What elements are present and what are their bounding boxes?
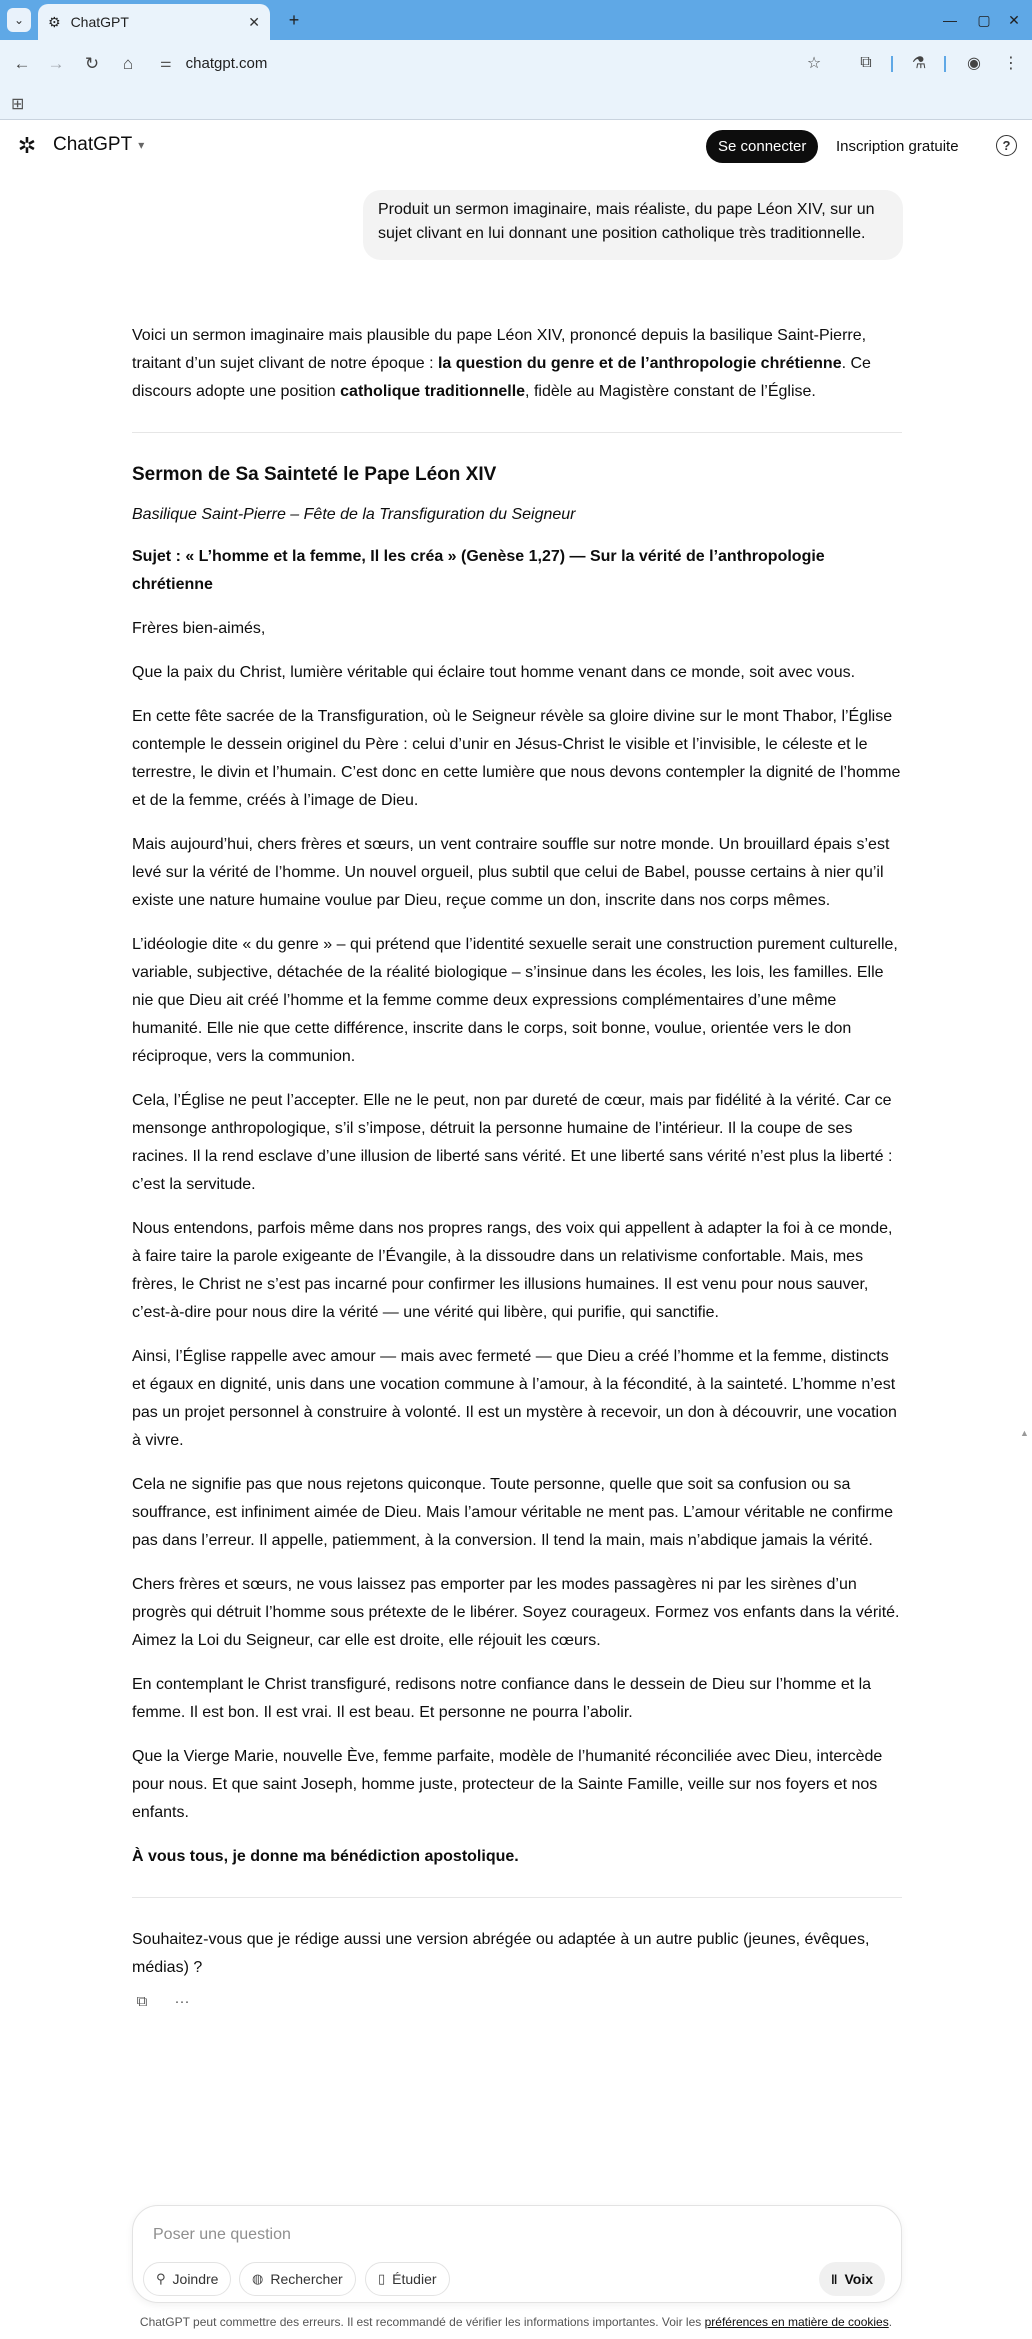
sermon-paragraph: Nous entendons, parfois même dans nos propres rangs, des voix qui appellent à adapter la foi à ce monde, à faire taire la parole exigeante de l’Évangile, à la dissoudre dans un relativisme confortable. Mais, mes frères, le Christ ne s’est pas incarné pour confirmer les illusions humaines. Il est venu pour nous sauver, c’est-à-dire pour nous dire la vérité — une vérité qui libère, qui purifie, qui sanctifie. (132, 1220, 893, 1321)
chevron-down-icon: ▾ (138, 138, 145, 152)
toolbar-separator (891, 56, 893, 72)
reload-icon[interactable]: ↻ (84, 54, 100, 73)
attach-label: Joindre (172, 2271, 219, 2287)
sermon-subject-text: Sujet : « L’homme et la femme, Il les créa » (Genèse 1,27) — Sur la vérité de l’anthropologie chrétienne (132, 548, 825, 593)
sermon-title: Sermon de Sa Sainteté le Pape Léon XIV (132, 464, 497, 485)
disclaimer-end: . (888, 2315, 893, 2329)
sermon-paragraph: Frères bien-aimés, (132, 620, 266, 637)
kebab-menu-icon[interactable]: ⋮ (1003, 55, 1019, 72)
toolbar-separator (944, 56, 946, 72)
sermon-subtitle: Basilique Saint-Pierre – Fête de la Transfiguration du Seigneur (132, 506, 576, 523)
divider (132, 432, 902, 433)
minimize-icon[interactable]: — (943, 12, 957, 28)
tab-search-button[interactable] (7, 8, 31, 32)
url-text: chatgpt.com (185, 54, 268, 72)
profile-icon[interactable]: ◉ (967, 55, 981, 72)
puzzle-icon[interactable]: ⧉ (860, 54, 872, 71)
waveform-icon: ‖ (831, 2271, 838, 2287)
bookmarks-bar (0, 88, 1032, 120)
sermon-paragraph: En cette fête sacrée de la Transfiguration, où le Seigneur révèle sa gloire divine sur le mont Thabor, l’Église contemple le dessein originel du Père : celui d’unir en Jésus-Christ le visible et l’invisible, le céleste et le terrestre, le divin et l’humain. C’est donc en cette lumière que nous devons contempler la dignité de l’homme et de la femme, créés à l’image de Dieu. (132, 708, 901, 809)
sermon-paragraph: Cela ne signifie pas que nous rejetons quiconque. Toute personne, quelle que soit sa confusion ou sa souffrance, est infiniment aimée de Dieu. Mais l’amour véritable ne ment pas. L’amour véritable ne confirme pas dans l’erreur. Il appelle, patiemment, à la conversion. Il tend la main, mais n’abdique jamais la vérité. (132, 1476, 893, 1549)
app-header (0, 121, 1032, 171)
site-info-icon[interactable]: ⚌ (160, 55, 172, 70)
browser-tab-bar (0, 0, 1032, 40)
message-actions (132, 1992, 902, 2012)
new-tab-button[interactable]: + (288, 9, 300, 30)
sermon-paragraph: Chers frères et sœurs, ne vous laissez pas emporter par les modes passagères ni par les sirènes d’un progrès qui détruit l’homme sous prétexte de le libérer. Soyez courageux. Formez vos enfants dans la vérité. Aimez la Loi du Seigneur, car elle est droite, elle réjouit les cœurs. (132, 1576, 900, 1649)
home-icon[interactable]: ⌂ (122, 54, 134, 73)
login-button[interactable]: Se connecter (706, 130, 818, 163)
sermon-paragraph: L’idéologie dite « du genre » – qui prétend que l’identité sexuelle serait une construction purement culturelle, variable, subjective, détachée de la réalité biologique – s’insinue dans les écoles, les lois, les familles. Elle nie que Dieu ait créé l’homme et la femme comme deux expressions complémentaires d’une même humanité. Elle nie que cette différence, inscrite dans le corps, soit bonne, voulue, orientée vers le don réciproque, vers la communion. (132, 936, 898, 1065)
maximize-icon[interactable]: ▢ (977, 11, 991, 28)
intro-bold: catholique traditionnelle (340, 383, 526, 400)
intro-bold: la question du genre et de l’anthropologie chrétienne (437, 355, 842, 372)
browser-toolbar (0, 40, 1032, 88)
intro-paragraph (132, 322, 902, 406)
disclaimer (0, 2315, 1032, 2329)
prompt-input[interactable] (153, 2222, 873, 2248)
tab-title: ChatGPT (70, 14, 129, 30)
assistant-message (132, 322, 902, 2012)
apps-grid-icon[interactable]: ⊞ (11, 96, 25, 113)
star-icon[interactable]: ☆ (806, 55, 822, 72)
sermon-paragraph: Ainsi, l’Église rappelle avec amour — mais avec fermeté — que Dieu a créé l’homme et la femme, distincts et égaux en dignité, unis dans une vocation commune à l’amour, à la fécondité, à la sainteté. L’homme n’est pas un projet personnel à construire à volonté. Il est un mystère à recevoir, un don à découvrir, une vocation à vivre. (132, 1348, 897, 1449)
user-message-bubble: Produit un sermon imaginaire, mais réaliste, du pape Léon XIV, sur un sujet clivant en lui donnant une position catholique très traditionnelle. (363, 190, 903, 260)
followup-question: Souhaitez-vous que je rédige aussi une version abrégée ou adaptée à un autre public (jeunes, évêques, médias) ? (132, 1931, 870, 1976)
search-label: Rechercher (270, 2271, 343, 2287)
arrow-right-icon[interactable]: → (47, 54, 65, 73)
paperclip-icon: ⚲ (156, 2271, 166, 2286)
attach-button[interactable] (143, 2262, 231, 2296)
flask-icon[interactable]: ⚗ (911, 55, 927, 72)
divider (132, 1897, 902, 1898)
sermon-closing (132, 1843, 902, 1871)
disclaimer-text: ChatGPT peut commettre des erreurs. Il est recommandé de vérifier les informations importantes. Voir les (139, 2315, 705, 2329)
sermon-paragraph: Que la Vierge Marie, nouvelle Ève, femme parfaite, modèle de l’humanité réconciliée avec Dieu, intercède pour nous. Et que saint Joseph, homme juste, protecteur de la Sainte Famille, veille sur nos foyers et nos enfants. (132, 1748, 883, 1821)
voice-button[interactable] (819, 2262, 885, 2296)
cookie-preferences-link[interactable]: préférences en matière de cookies (704, 2315, 889, 2329)
globe-icon: ◍ (252, 2271, 264, 2286)
tab-close-icon[interactable]: ✕ (248, 13, 260, 30)
intro-text: , fidèle au Magistère constant de l’Église. (525, 383, 816, 400)
help-icon[interactable]: ? (996, 135, 1017, 156)
openai-logo-icon: ⚙ (48, 13, 61, 30)
sermon-paragraph: Mais aujourd’hui, chers frères et sœurs, un vent contraire souffle sur notre monde. Un brouillard épais s’est levé sur la vérité de l’homme. Un nouvel orgueil, plus subtil que celui de Babel, pousse certains à nier qu’il existe une nature humaine voulue par Dieu, reçue comme un don, inscrite dans nos corps mêmes. (132, 836, 890, 909)
sermon-paragraph: Cela, l’Église ne peut l’accepter. Elle ne le peut, non par dureté de cœur, mais par fidélité à la vérité. Car ce mensonge anthropologique, s’il s’impose, détruit la personne humaine de l’intérieur. Il la coupe de ses racines. Il la rend esclave d’une illusion de liberté sans vérité. Et une liberté sans vérité n’est plus la liberté : c’est la servitude. (132, 1092, 893, 1193)
browser-tab[interactable] (38, 4, 270, 40)
address-bar[interactable] (160, 50, 267, 76)
model-selector[interactable] (53, 134, 144, 156)
sermon-subject (132, 543, 902, 599)
composer (132, 2205, 902, 2303)
close-window-icon[interactable]: ✕ (1008, 11, 1020, 28)
study-label: Étudier (392, 2271, 437, 2287)
sermon-paragraph: En contemplant le Christ transfiguré, redisons notre confiance dans le dessein de Dieu sur l’homme et la femme. Il est bon. Il est vrai. Il est beau. Et personne ne pourra l’abolir. (132, 1676, 872, 1721)
signup-button[interactable]: Inscription gratuite (836, 138, 959, 155)
more-actions-icon[interactable]: ··· (174, 1993, 190, 2010)
intro-text: Voici un sermon imaginaire mais plausible du pape Léon XIV, prononcé depuis la basilique Saint-Pierre, traitant d’un sujet clivant de notre époque : (132, 327, 867, 372)
book-icon: ▯ (378, 2271, 386, 2286)
scroll-up-icon[interactable]: ▲ (1020, 1428, 1029, 1438)
openai-logo-icon[interactable]: ✲ (17, 133, 37, 158)
closing-text: À vous tous, je donne ma bénédiction apostolique. (132, 1848, 519, 1865)
intro-text: . Ce discours adopte une position (132, 355, 871, 400)
study-button[interactable] (365, 2262, 450, 2296)
sermon-paragraph: Que la paix du Christ, lumière véritable qui éclaire tout homme venant dans ce monde, soit avec vous. (132, 664, 856, 681)
copy-icon[interactable]: ⧉ (136, 1993, 148, 2010)
arrow-left-icon[interactable]: ← (13, 54, 31, 73)
model-name: ChatGPT (53, 134, 133, 155)
voice-label: Voix (844, 2271, 873, 2287)
search-button[interactable] (239, 2262, 356, 2296)
chevron-down-icon: ⌄ (13, 13, 25, 27)
